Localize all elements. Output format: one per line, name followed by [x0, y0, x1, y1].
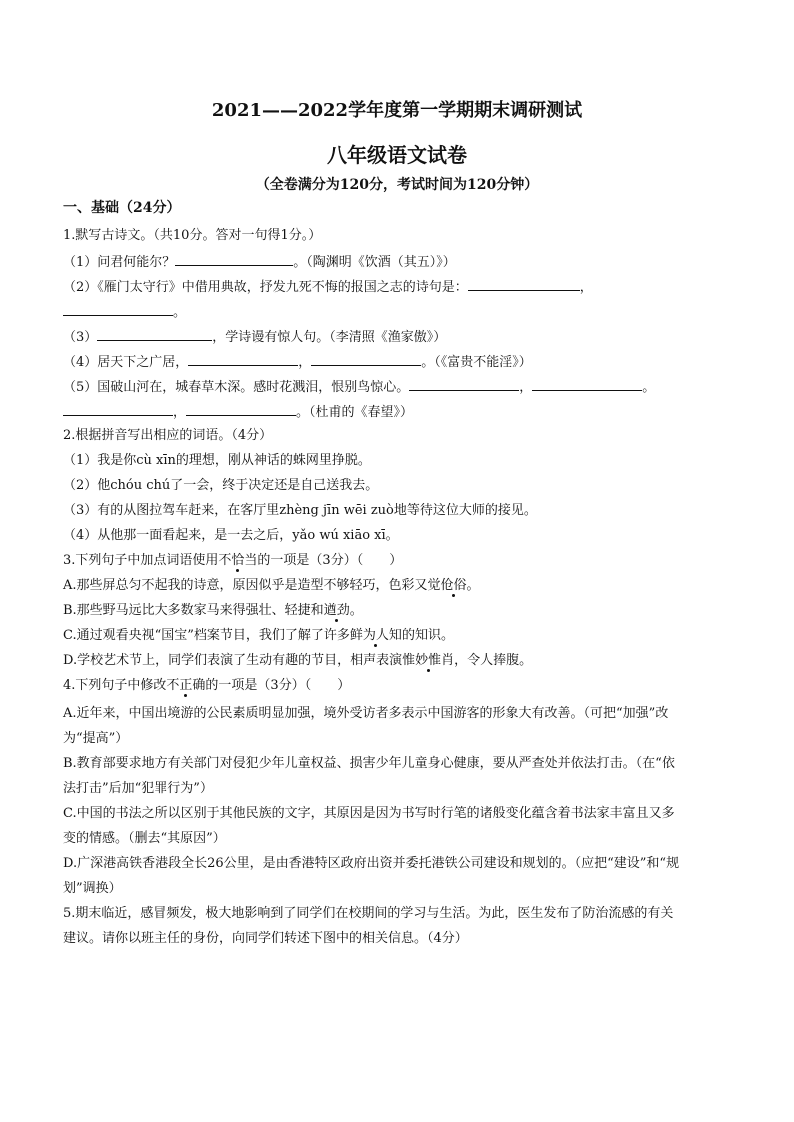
q4-option-d-line2: 划”调换）: [63, 881, 122, 896]
q1-stem: 1.默写古诗文。（共10分。答对一句得1分。）: [63, 228, 322, 243]
q1-item-2-text-b: ，: [579, 280, 593, 295]
answer-blank[interactable]: [188, 353, 298, 366]
q4-option-a-line1: A.近年来，中国出境游的公民素质明显加强，境外受访者多表示中国游客的形象大有改善。（可把“加强”改: [63, 706, 669, 721]
q1-item-2-text-c: 。: [173, 305, 187, 320]
q5-line2: 建议。请你以班主任的身份，向同学们转述下图中的相关信息。（4分）: [63, 931, 468, 946]
option-text: 的知识。: [401, 628, 454, 643]
option-text: 。: [349, 603, 363, 618]
q3-option-a: [63, 578, 480, 594]
option-text: D.学校艺术节上，同学们表演了生动有趣的节目，相声表演: [63, 653, 403, 668]
q1-item-1-text-b: 。（陶渊明《饮酒（其五）》）: [293, 255, 456, 270]
section-heading: 一、基础（24分）: [63, 200, 181, 216]
q3-option-b: [63, 603, 363, 619]
q2-item-4: （4）从他那一面看起来，是一去之后，yǎo wú xiāo xī。: [63, 528, 399, 543]
q1-item-2-cont: [63, 303, 186, 321]
option-text: C.通过观看央视“国宝”档案节目，我们了解了许多: [63, 628, 350, 643]
q3-stem-text-b: 的一项是（3分）（ ）: [257, 553, 403, 568]
q4-option-b-line1: B.教育部要求地方有关部门对侵犯少年儿童权益、损害少年儿童身心健康，要从严查处并依法打击。（在“依: [63, 756, 675, 771]
q3-stem: [63, 553, 402, 569]
answer-blank[interactable]: [311, 353, 421, 366]
q1-item-4-text-b: ，: [298, 355, 312, 370]
q1-item-4-text-c: 。（《富贵不能淫》）: [421, 355, 532, 370]
q1-item-2-text-a: （2）《雁门太守行》中借用典故，抒发九死不悔的报国之志的诗句是：: [63, 280, 468, 295]
q2-item-3: （3）有的从图拉驾车赶来，在客厅里zhèng jīn wēi zuò地等待这位大师的接见。: [63, 503, 537, 518]
q4-option-a-line2: 为“提高”）: [63, 731, 129, 746]
q1-item-3: [63, 328, 446, 346]
q1-item-3-text-b: ，学诗谩有惊人句。（李清照《渔家傲》）: [212, 330, 447, 345]
answer-blank[interactable]: [532, 378, 642, 391]
option-text: A.那些屏总匀不起我的诗意，原因似乎是造型不够轻巧，色彩又觉: [63, 578, 441, 593]
q4-option-c-line2: 变的情感。（删去“其原因”）: [63, 831, 226, 846]
q3-option-d: [63, 653, 532, 669]
option-text: ，令人捧腹。: [454, 653, 533, 668]
q1-item-5-text-b: ，: [519, 380, 533, 395]
q4-stem: [63, 678, 350, 694]
emphasis-dotted-text: 鲜为人知: [349, 628, 402, 643]
option-text: 。: [466, 578, 480, 593]
q4-option-c-line1: C.中国的书法之所以区别于其他民族的文字，其原因是因为书写时行笔的诸般变化蕴含着书法家丰富且又多: [63, 806, 675, 821]
emphasis-dotted-text: 不正确: [166, 678, 206, 693]
q1-item-4: [63, 353, 532, 371]
answer-blank[interactable]: [63, 303, 173, 316]
q1-item-3-text-a: （3）: [63, 330, 98, 345]
q1-item-5-text-c: 。: [642, 380, 656, 395]
answer-blank[interactable]: [409, 378, 519, 391]
q1-item-5-text-e: 。（杜甫的《春望》）: [296, 405, 414, 420]
q3-stem-text-a: 3.下列句子中加点词语使用: [63, 553, 219, 568]
option-text: B.那些野马远比大多数家马来得强壮、轻捷和: [63, 603, 324, 618]
q4-stem-text-a: 4.下列句子中修改: [63, 678, 167, 693]
answer-blank[interactable]: [63, 403, 173, 416]
q4-option-d-line1: D.广深港高铁香港段全长26公里，是由香港特区政府出资并委托港铁公司建设和规划的。（应把“建设”和“规: [63, 856, 680, 871]
q4-stem-text-b: 的一项是（3分）（ ）: [205, 678, 351, 693]
answer-blank[interactable]: [175, 253, 293, 266]
q1-item-5-text-a: （5）国破山河在，城春草木深。感时花溅泪，恨别鸟惊心。: [63, 380, 410, 395]
emphasis-dotted-text: 遒劲: [323, 603, 350, 618]
q1-item-1: [63, 253, 456, 271]
exam-title: 2021——2022学年度第一学期期末调研测试: [211, 100, 583, 121]
emphasis-dotted-text: 不恰当: [218, 553, 258, 568]
emphasis-dotted-text: 伧俗: [440, 578, 467, 593]
q1-item-5-cont: [63, 403, 413, 421]
emphasis-dotted-text: 惟妙惟肖: [402, 653, 455, 668]
answer-blank[interactable]: [97, 328, 212, 341]
q1-item-5: [63, 378, 655, 396]
q1-item-5-text-d: ，: [173, 405, 187, 420]
exam-subtitle: 八年级语文试卷: [327, 143, 467, 167]
answer-blank[interactable]: [468, 278, 580, 291]
q2-item-1: （1）我是你cù xīn的理想，刚从神话的蛛网里挣脱。: [63, 453, 371, 468]
q4-option-b-line2: 法打击”后加“犯罪行为”）: [63, 781, 213, 796]
q2-stem: 2.根据拼音写出相应的词语。（4分）: [63, 428, 273, 443]
exam-note: （全卷满分为120分，考试时间为120分钟）: [255, 177, 539, 193]
answer-blank[interactable]: [186, 403, 296, 416]
q1-item-2: [63, 278, 593, 296]
q1-item-4-text-a: （4）居天下之广居，: [63, 355, 189, 370]
q5-line1: 5.期末临近，感冒频发，极大地影响到了同学们在校期间的学习与生活。为此，医生发布了防治流感的有关: [63, 906, 674, 921]
q3-option-c: [63, 628, 454, 644]
q2-item-2: （2）他chóu chú了一会，终于决定还是自己送我去。: [63, 478, 379, 493]
q1-item-1-text-a: （1）问君何能尔？: [63, 255, 176, 270]
